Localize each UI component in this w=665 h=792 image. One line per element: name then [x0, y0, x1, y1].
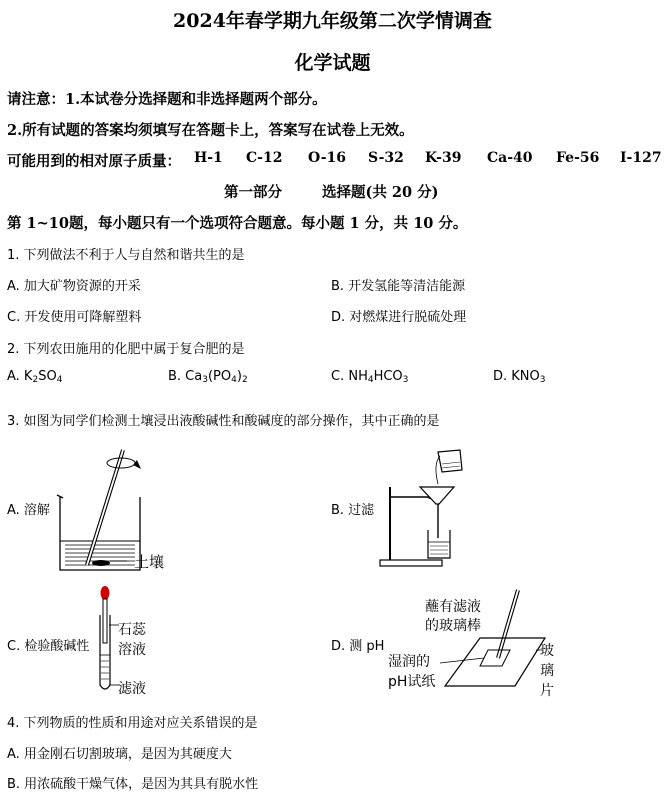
rod-label-1: 蘸有滤液 [425, 599, 481, 615]
soil-label: 土壤 [134, 553, 165, 571]
q3-option-d: D. 测 pH [331, 639, 385, 654]
atomic-mass-o: O-16 [308, 150, 347, 166]
glass-label-1: 玻 [540, 643, 554, 659]
ph-paper-label-2: pH试纸 [388, 674, 436, 690]
q2-option-c: C. $NH_4HCO_3$ [331, 369, 409, 385]
q2-option-a: A. $K_2SO_4$ [7, 369, 63, 385]
q1-option-b: B. 开发氢能等清洁能源 [331, 279, 466, 294]
ph-paper-label-1: 湿润的 [388, 654, 430, 670]
note-2: 2.所有试题的答案均须填写在答题卡上，答案写在试卷上无效。 [7, 122, 414, 139]
q3-option-b: B. 过滤 [331, 503, 375, 518]
filtrate-label: 滤液 [118, 681, 146, 697]
q1-stem: 1. 下列做法不利于人与自然和谐共生的是 [7, 248, 245, 263]
atomic-mass-c: C-12 [246, 150, 283, 166]
q4-option-b: B. 用浓硫酸干燥气体，是因为其具有脱水性 [7, 777, 259, 792]
q2-option-d: D. $KNO_3$ [493, 369, 546, 385]
q4-stem: 4. 下列物质的性质和用途对应关系错误的是 [7, 716, 258, 731]
rod-label-2: 的玻璃棒 [425, 618, 481, 634]
atomic-mass-h: H-1 [194, 150, 223, 166]
part1-instruction: 第 1~10题，每小题只有一个选项符合题意。每小题 1 分，共 10 分。 [7, 215, 468, 232]
q2-option-b: B. $Ca_3(PO_4)_2$ [168, 369, 248, 385]
part1-subheading: 选择题(共 20 分) [322, 184, 439, 201]
glass-label-2: 璃 [540, 663, 554, 679]
atomic-mass-i: I-127 [620, 150, 662, 166]
q1-option-a: A. 加大矿物资源的开采 [7, 279, 141, 294]
filtration-diagram [378, 442, 478, 570]
glass-label-3: 片 [540, 683, 554, 699]
q3-option-a: A. 溶解 [7, 503, 50, 518]
q3-stem: 3. 如图为同学们检测土壤浸出液酸碱性和酸碱度的部分操作，其中正确的是 [7, 414, 440, 429]
atomic-mass-s: S-32 [368, 150, 404, 166]
litmus-label-1: 石蕊 [118, 622, 146, 638]
page-subtitle: 化学试题 [294, 52, 371, 74]
q1-option-d: D. 对燃煤进行脱硫处理 [331, 310, 467, 325]
part1-heading: 第一部分 [224, 184, 282, 201]
atomic-mass-k: K-39 [425, 150, 462, 166]
q2-stem: 2. 下列农田施用的化肥中属于复合肥的是 [7, 342, 245, 357]
atomic-mass-ca: Ca-40 [487, 150, 533, 166]
q3-option-c: C. 检验酸碱性 [7, 639, 90, 654]
atomic-mass-fe: Fe-56 [556, 150, 600, 166]
q1-option-c: C. 开发使用可降解塑料 [7, 310, 142, 325]
note-1: 请注意：1.本试卷分选择题和非选择题两个部分。 [7, 91, 327, 108]
litmus-label-2: 溶液 [118, 642, 146, 658]
atomic-mass-label: 可能用到的相对原子质量： [7, 153, 181, 170]
page-title: 2024年春学期九年级第二次学情调查 [173, 10, 492, 32]
q4-option-a: A. 用金刚石切割玻璃，是因为其硬度大 [7, 747, 232, 762]
ph-test-diagram [440, 588, 550, 688]
